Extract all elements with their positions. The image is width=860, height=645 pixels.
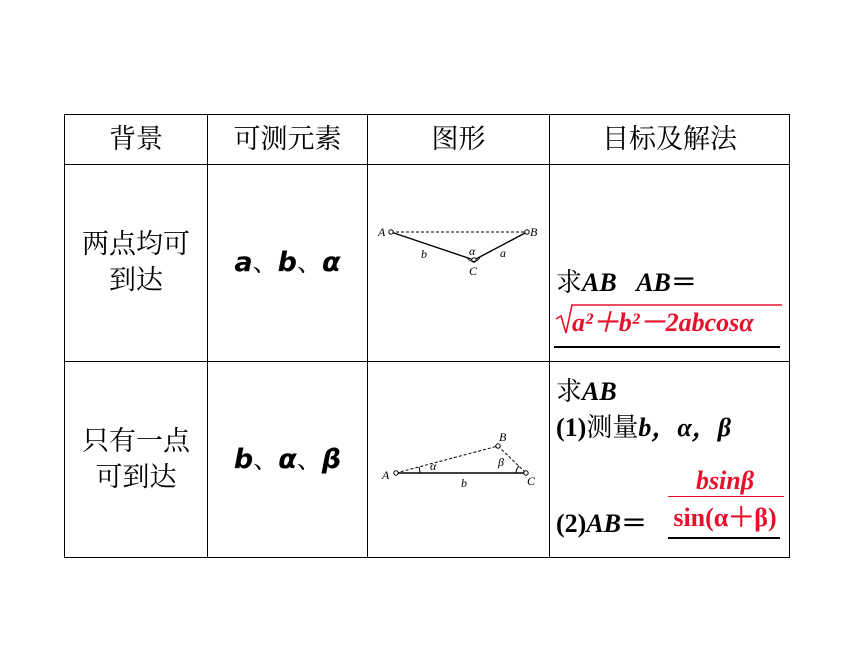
label-c-point: C xyxy=(469,264,478,278)
background-line: 两点均可 xyxy=(82,229,190,260)
target-cell xyxy=(550,362,790,558)
step-number: (2) xyxy=(556,509,587,538)
background-line: 可到达 xyxy=(95,461,177,493)
ab-label: AB xyxy=(636,268,671,297)
header-background: 背景 xyxy=(65,115,208,165)
target-line-1 xyxy=(556,265,697,301)
formula-law-of-cosines: a²＋b²－2abcosα xyxy=(572,308,754,337)
background-line: 只有一点 xyxy=(82,425,190,457)
background-line: 到达 xyxy=(109,265,163,296)
measurable-cell xyxy=(208,165,368,362)
step-number: (1) xyxy=(556,413,587,442)
var: a xyxy=(234,247,253,278)
var: b xyxy=(277,247,297,278)
point-a-marker xyxy=(389,230,393,234)
var: β xyxy=(321,443,342,475)
separator: 、 xyxy=(297,248,323,277)
label-c-point: C xyxy=(527,474,536,488)
header-figure: 图形 xyxy=(368,115,550,165)
measured-vars: b，α，β xyxy=(638,413,732,442)
figure-cell xyxy=(368,165,550,362)
table-row xyxy=(65,165,790,362)
side-b xyxy=(391,232,474,260)
numerator-text: bsinβ xyxy=(695,466,755,495)
ab-label: AB xyxy=(582,268,617,297)
equals-sign: ＝ xyxy=(621,509,648,538)
answer-underline xyxy=(668,537,780,539)
var: b xyxy=(233,443,254,475)
angle-beta-arc xyxy=(516,466,519,473)
point-b-marker xyxy=(525,230,529,234)
label-alpha: α xyxy=(469,244,476,258)
angle-alpha-arc xyxy=(419,467,420,473)
find-label: 求 xyxy=(556,377,583,407)
label-b-point: B xyxy=(499,430,507,444)
triangle-figure-2 xyxy=(368,362,549,547)
answer-underline xyxy=(554,346,780,348)
header-target: 目标及解法 xyxy=(550,115,790,165)
fraction-numerator xyxy=(666,463,784,499)
fraction-denominator xyxy=(666,500,784,536)
dashed-line-ab xyxy=(396,446,498,473)
separator: 、 xyxy=(253,444,279,474)
var: α xyxy=(322,247,341,278)
target-cell xyxy=(550,165,790,362)
measure-label: 测量 xyxy=(586,413,639,443)
header-row xyxy=(65,115,790,165)
var: α xyxy=(278,443,297,475)
label-a-point: A xyxy=(378,225,386,239)
equals-sign: ＝ xyxy=(670,268,697,297)
background-cell xyxy=(65,362,208,558)
label-b-point: B xyxy=(530,225,538,239)
label-side-b: b xyxy=(461,476,467,490)
target-line-1 xyxy=(556,374,617,410)
background-cell xyxy=(65,165,208,362)
separator: 、 xyxy=(252,248,278,277)
denominator-text: sin(α＋β) xyxy=(673,503,777,532)
find-label: 求 xyxy=(556,268,583,298)
fraction-bar xyxy=(668,496,784,497)
ab-label: AB xyxy=(582,377,617,406)
ab-label: AB xyxy=(586,509,622,538)
label-beta: β xyxy=(498,455,504,469)
triangle-figure-1 xyxy=(368,165,549,351)
figure-cell xyxy=(368,362,550,558)
surveying-table xyxy=(64,114,790,558)
step-1 xyxy=(556,410,731,446)
label-side-a: a xyxy=(500,246,506,260)
header-measurable: 可测元素 xyxy=(208,115,368,165)
point-b-marker xyxy=(496,444,500,448)
label-side-b: b xyxy=(421,247,427,261)
point-a-marker xyxy=(394,471,398,475)
step-2 xyxy=(556,506,647,542)
separator: 、 xyxy=(296,444,322,474)
label-alpha: α xyxy=(430,459,437,473)
table-row xyxy=(65,362,790,558)
label-a-point: A xyxy=(382,468,390,482)
measurable-cell xyxy=(208,362,368,558)
